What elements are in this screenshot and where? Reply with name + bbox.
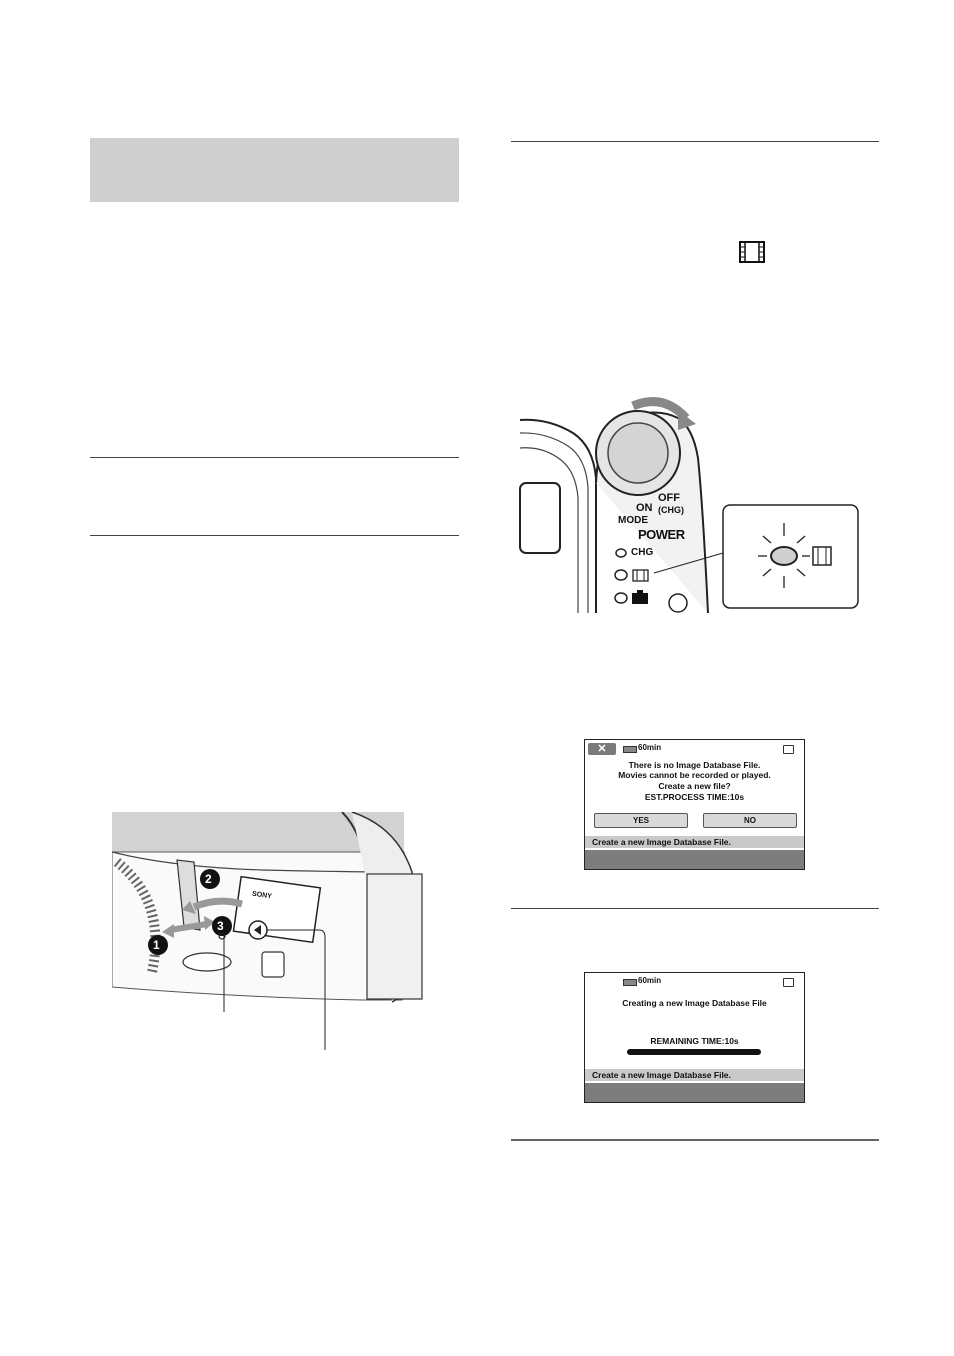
step-1-badge: 1 — [153, 938, 160, 952]
no-button[interactable]: NO — [703, 813, 797, 828]
memory-card-icon — [783, 745, 794, 754]
step-2-badge: 2 — [205, 872, 212, 886]
message-line: Create a new file? — [658, 781, 731, 791]
screen-footer — [585, 850, 804, 869]
memory-card-illustration — [112, 812, 432, 1052]
remaining-time: REMAINING TIME:10s — [650, 1036, 739, 1046]
chg-paren-label: (CHG) — [658, 505, 684, 515]
card-brand-label: SONY — [251, 890, 273, 901]
message-line: There is no Image Database File. — [628, 760, 761, 770]
yes-button[interactable]: YES — [594, 813, 688, 828]
progress-bar — [627, 1049, 761, 1055]
film-mode-icon — [739, 241, 765, 263]
create-database-dialog — [584, 739, 805, 870]
on-label: ON — [636, 502, 653, 514]
status-bar: Create a new Image Database File. — [585, 836, 804, 848]
divider — [511, 1139, 879, 1141]
message-line: Movies cannot be recorded or played. — [618, 770, 771, 780]
power-switch-illustration — [518, 388, 863, 613]
remaining-battery: 60min — [638, 976, 662, 985]
status-bar: Create a new Image Database File. — [585, 1069, 804, 1081]
divider — [511, 908, 879, 909]
divider — [90, 535, 459, 536]
power-label: POWER — [638, 527, 685, 542]
message-line: EST.PROCESS TIME:10s — [644, 792, 745, 802]
divider — [90, 457, 459, 458]
memory-card-icon — [783, 978, 794, 987]
battery-icon — [623, 746, 637, 753]
off-label: OFF — [658, 492, 680, 504]
section-heading-banner — [90, 138, 459, 202]
divider — [511, 141, 879, 142]
creating-database-screen — [584, 972, 805, 1103]
step-3-badge: 3 — [217, 919, 224, 933]
close-button[interactable]: ✕ — [588, 743, 616, 755]
remaining-battery: 60min — [638, 743, 662, 752]
battery-icon — [623, 979, 637, 986]
chg-label: CHG — [631, 547, 654, 558]
screen-footer — [585, 1083, 804, 1102]
mode-label: MODE — [618, 515, 648, 526]
progress-title: Creating a new Image Database File — [622, 998, 767, 1008]
